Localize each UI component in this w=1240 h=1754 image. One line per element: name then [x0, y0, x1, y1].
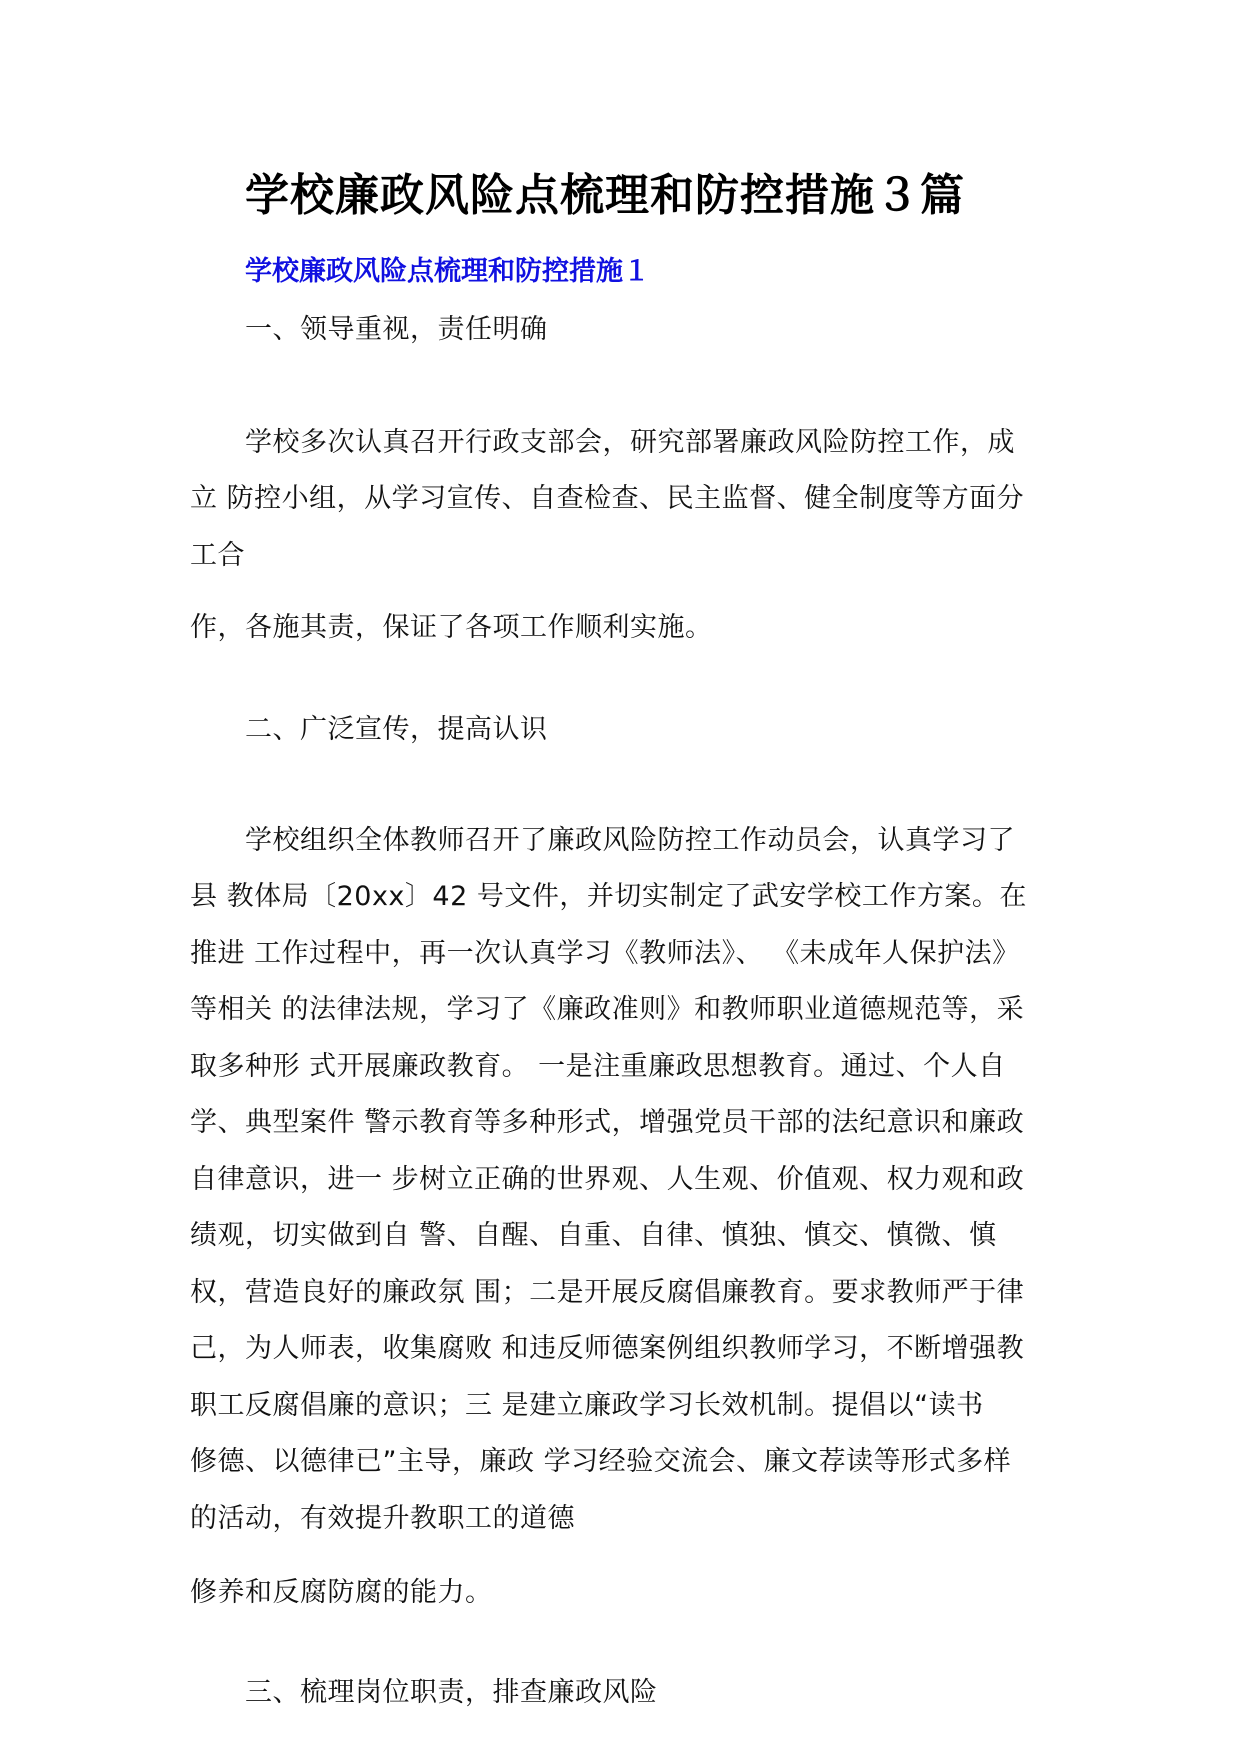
para2-line-8: 绩观，切实做到自 警、自醒、自重、自律、慎独、慎交、慎微、慎: [190, 1220, 997, 1251]
section1-heading: 一、领导重视，责任明确: [245, 314, 548, 345]
para1-line-2: 立 防控小组，从学习宣传、自查检查、民主监督、健全制度等方面分: [190, 483, 1025, 514]
section2-heading: 二、广泛宣传，提高认识: [245, 714, 548, 745]
document-title: 学校廉政风险点梳理和防控措施３篇: [245, 170, 965, 221]
para2-line-14: 修养和反腐防腐的能力。: [190, 1577, 493, 1608]
para2-line-7: 自律意识，进一 步树立正确的世界观、人生观、价值观、权力观和政: [190, 1164, 1025, 1195]
para2-line-13: 的活动，有效提升教职工的道德: [190, 1503, 575, 1534]
para2-line-2: 县 教体局〔20xx〕42 号文件，并切实制定了武安学校工作方案。在: [190, 881, 1027, 912]
para2-line-9: 权，营造良好的廉政氛 围；二是开展反腐倡廉教育。要求教师严于律: [190, 1277, 1025, 1308]
para2-line-3: 推进 工作过程中，再一次认真学习《教师法》、 《未成年人保护法》: [190, 938, 1020, 969]
para1-line-1: 学校多次认真召开行政支部会，研究部署廉政风险防控工作，成: [245, 427, 1015, 458]
para2-line-10: 己，为人师表，收集腐败 和违反师德案例组织教师学习，不断增强教: [190, 1333, 1025, 1364]
para2-line-1: 学校组织全体教师召开了廉政风险防控工作动员会，认真学习了: [245, 825, 1015, 856]
para2-line-4: 等相关 的法律法规，学习了《廉政准则》和教师职业道德规范等，采: [190, 994, 1025, 1025]
para2-line-11: 职工反腐倡廉的意识；三 是建立廉政学习长效机制。提倡以“读书: [190, 1390, 984, 1421]
para2-line-6: 学、典型案件 警示教育等多种形式，增强党员干部的法纪意识和廉政: [190, 1107, 1025, 1138]
para1-line-3: 工合: [190, 540, 245, 571]
document-subtitle: 学校廉政风险点梳理和防控措施１: [245, 256, 650, 287]
para1-line-4: 作，各施其责，保证了各项工作顺利实施。: [190, 612, 713, 643]
para2-line-5: 取多种形 式开展廉政教育。 一是注重廉政思想教育。通过、个人自: [190, 1051, 1006, 1082]
section3-heading: 三、梳理岗位职责，排查廉政风险: [245, 1677, 658, 1708]
para2-line-12: 修德、以德律已”主导，廉政 学习经验交流会、廉文荐读等形式多样: [190, 1446, 1012, 1477]
